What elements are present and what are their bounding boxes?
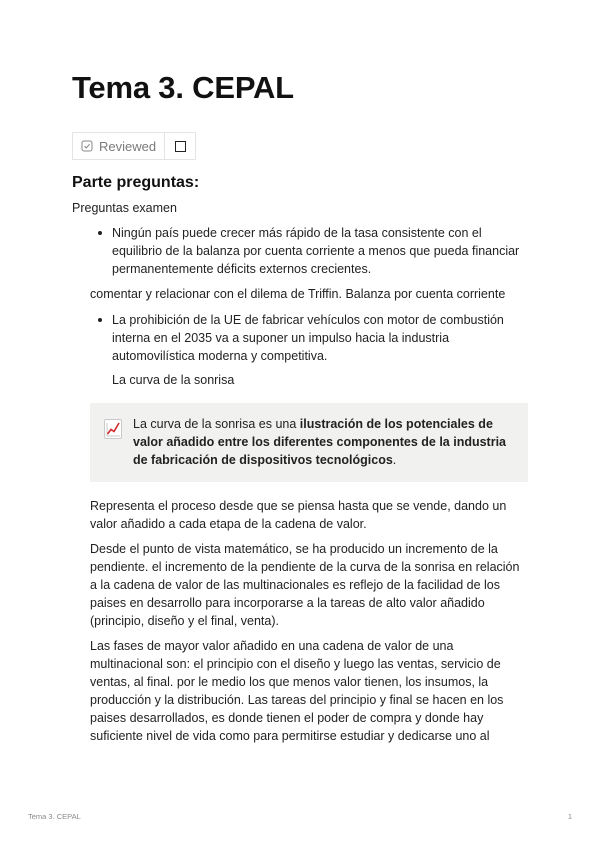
callout-suffix: .	[392, 453, 397, 467]
bullet-icon	[98, 318, 102, 322]
bullet-list-2	[90, 311, 530, 389]
paragraph: Desde el punto de vista matemático, se ha producido un incremento de la pendiente. el incremento de la pendiente de la curva de la sonrisa en relación a la cadena de valor de las multinacionales es reflejo de la facilidad de los paises en desarrollo para incorporarse a la tareas de alto valor añadido (principio, diseño y el final, venta).	[90, 542, 520, 628]
bullet-icon	[98, 231, 102, 235]
callout-bold: ilustración de los potenciales de valor añadido entre los diferentes componentes de la industria de fabricación de dispositivos tecnológicos	[133, 417, 507, 467]
comment-text: comentar y relacionar con el dilema de Triffin. Balanza por cuenta corriente	[90, 287, 506, 301]
list-item	[90, 224, 530, 278]
footer-title: Tema 3. CEPAL	[28, 812, 81, 821]
checkbox-property-icon	[81, 140, 93, 152]
chart-increasing-icon	[104, 419, 122, 439]
reviewed-checkbox[interactable]	[175, 141, 186, 152]
page-number: 1	[567, 812, 572, 821]
property-name	[73, 133, 165, 159]
intro-text: Preguntas examen	[72, 201, 177, 215]
page-title: Tema 3. CEPAL	[72, 70, 294, 105]
bullet-subtext: La curva de la sonrisa	[112, 373, 235, 387]
callout-text	[133, 415, 508, 469]
paragraph: Representa el proceso desde que se piensa hasta que se vende, dando un valor añadido a cada etapa de la cadena de valor.	[90, 499, 507, 531]
section-heading: Parte preguntas:	[72, 174, 200, 191]
property-row	[72, 132, 196, 160]
callout-block	[90, 403, 528, 482]
paragraph: Las fases de mayor valor añadido en una cadena de valor de una multinacional son: el principio con el diseño y luego las ventas, servicio de ventas, al final. por le medio los que menos valor tienen, los insumos, la producción y la distribución. Las tareas del principio y final se hacen en los paises desarrollados, es donde tienen el poder de compra y donde hay suficiente nivel de vida como para permitirse estudiar y dedicarse uno al	[90, 639, 504, 743]
list-item	[90, 311, 530, 389]
callout-prefix: La curva de la sonrisa es una	[133, 417, 300, 431]
reviewed-checkbox-cell[interactable]	[165, 133, 195, 159]
bullet-list-1	[90, 224, 530, 278]
property-label: Reviewed	[99, 138, 157, 154]
bullet-text: Ningún país puede crecer más rápido de la tasa consistente con el equilibrio de la balanza por cuenta corriente a menos que pueda financiar permanentemente déficits externos crecientes.	[112, 226, 520, 276]
bullet-text: La prohibición de la UE de fabricar vehículos con motor de combustión interna en el 2035 va a suponer un impulso hacia la industria automovilística moderna y competitiva.	[112, 313, 504, 363]
